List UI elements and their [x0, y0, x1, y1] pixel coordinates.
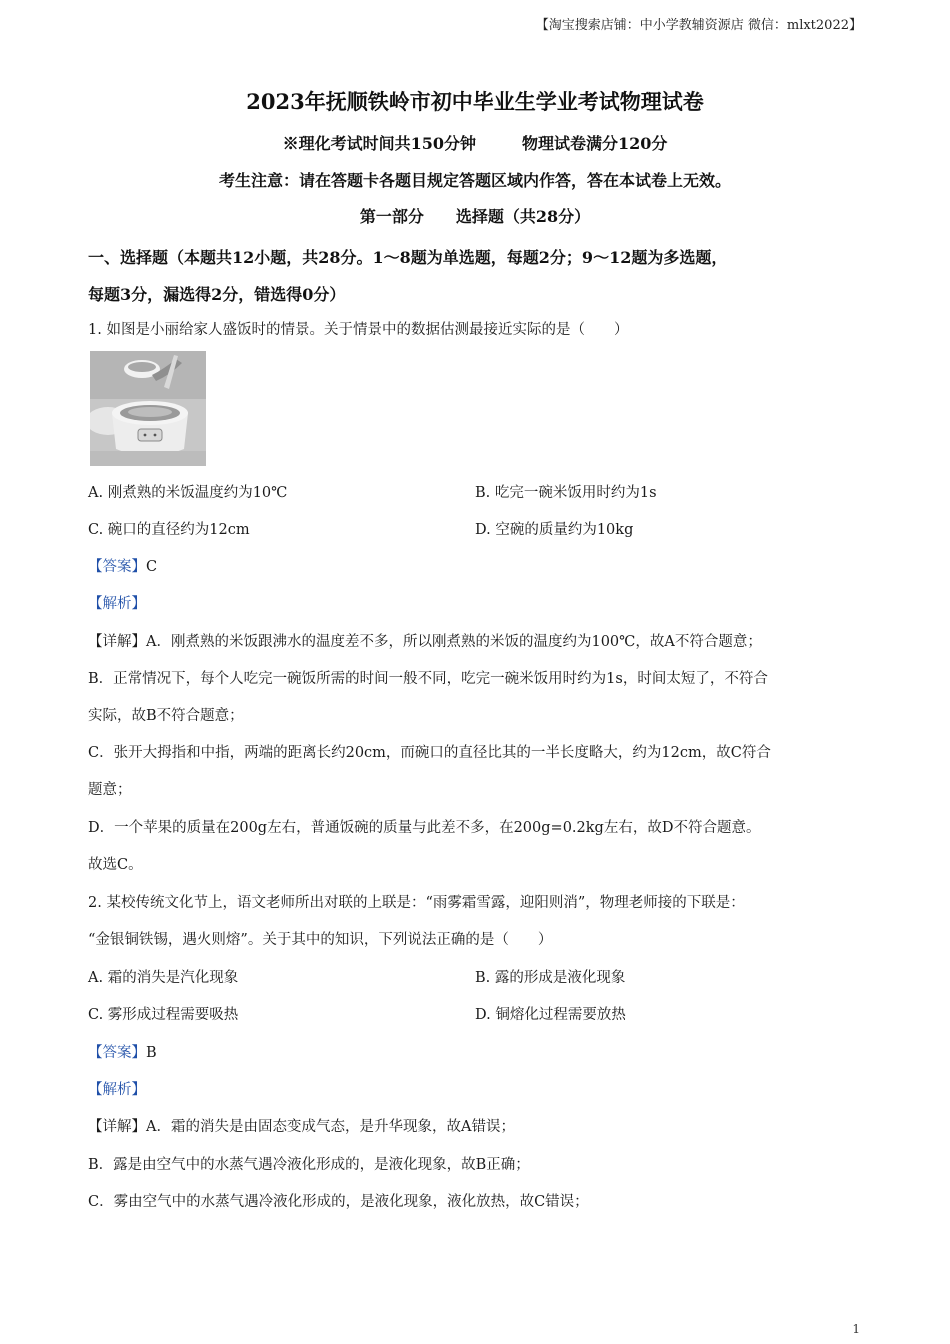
q2-stem-line1: 2. 某校传统文化节上，语文老师所出对联的上联是：“雨雾霜雪露，迎阳则消”，物理老师接的下联是： — [88, 895, 745, 911]
q1-answer: C — [146, 559, 158, 575]
section-heading-line2: 每题3分，漏选得2分，错选得0分） — [88, 285, 346, 304]
q2-detail-text-1: A．霜的消失是由固态变成气态，是升华现象，故A错误； — [146, 1119, 515, 1135]
q1-detail-text-1: A．刚煮熟的米饭跟沸水的温度差不多，所以刚煮熟的米饭的温度约为100℃，故A不符合题意； — [146, 634, 762, 650]
q1-detail-line-5: 题意； — [88, 782, 132, 798]
detail-label: 【详解】 — [88, 634, 146, 650]
q2-answer-line — [88, 1041, 157, 1062]
q1-answer-line — [88, 555, 157, 576]
q1-detail-line-7: 故选C。 — [88, 857, 143, 873]
q1-option-c: C. 碗口的直径约为12cm — [88, 522, 250, 538]
page-number: 1 — [852, 1322, 860, 1336]
exam-title: 2023年抚顺铁岭市初中毕业生学业考试物理试卷 — [246, 89, 704, 114]
section-heading-line1: 一、选择题（本题共12小题，共28分。1～8题为单选题，每题2分；9～12题为多选题， — [88, 248, 728, 267]
q1-detail-line-3: 实际，故B不符合题意； — [88, 708, 244, 724]
exam-subtitle — [0, 131, 950, 154]
q2-analysis-label: 【解析】 — [88, 1082, 146, 1098]
q2-option-b: B. 露的形成是液化现象 — [475, 970, 626, 986]
q1-option-b: B. 吃完一碗米饭用时约为1s — [475, 485, 657, 501]
answer-label: 【答案】 — [88, 1045, 146, 1061]
subtitle-time: ※理化考试时间共150分钟 — [282, 134, 476, 153]
exam-notice: 考生注意：请在答题卡各题目规定答题区域内作答，答在本试卷上无效。 — [218, 171, 731, 190]
answer-label: 【答案】 — [88, 559, 146, 575]
q2-answer: B — [146, 1045, 157, 1061]
q2-option-a: A. 霜的消失是汽化现象 — [88, 970, 239, 986]
q2-option-d: D. 铜熔化过程需要放热 — [475, 1007, 626, 1023]
subtitle-score: 物理试卷满分120分 — [522, 134, 668, 153]
part-heading: 第一部分 选择题（共28分） — [359, 207, 591, 226]
q1-option-d: D. 空碗的质量约为10kg — [475, 522, 634, 538]
q2-detail-line-1 — [88, 1115, 515, 1136]
q2-stem-line2: “金银铜铁锡，遇火则熔”。关于其中的知识，下列说法正确的是（ ） — [88, 932, 553, 948]
rice-cooker-illustration — [90, 351, 206, 466]
q1-detail-line-1 — [88, 630, 762, 651]
detail-label: 【详解】 — [88, 1119, 146, 1135]
q1-detail-line-4: C．张开大拇指和中指，两端的距离长约20cm，而碗口的直径比其的一半长度略大，约为12cm，故C符合 — [88, 745, 771, 761]
q2-detail-line-2: B．露是由空气中的水蒸气遇冷液化形成的，是液化现象，故B正确； — [88, 1157, 530, 1173]
q2-option-c: C. 雾形成过程需要吸热 — [88, 1007, 239, 1023]
q1-option-a: A. 刚煮熟的米饭温度约为10℃ — [88, 485, 288, 501]
q1-detail-line-2: B．正常情况下，每个人吃完一碗饭所需的时间一般不同，吃完一碗米饭用时约为1s，时间太短了，不符合 — [88, 671, 768, 687]
header-note: 【淘宝搜索店铺：中小学教辅资源店 微信：mlxt2022】 — [535, 18, 862, 33]
q1-detail-line-6: D．一个苹果的质量在200g左右，普通饭碗的质量与此差不多，在200g=0.2kg左右，故D不符合题意。 — [88, 820, 761, 836]
q1-stem: 1. 如图是小丽给家人盛饭时的情景。关于情景中的数据估测最接近实际的是（ ） — [88, 322, 629, 338]
rice-cooker-photo — [90, 351, 206, 466]
q1-analysis-label: 【解析】 — [88, 596, 146, 612]
q2-detail-line-3: C．雾由空气中的水蒸气遇冷液化形成的，是液化现象，液化放热，故C错误； — [88, 1194, 589, 1210]
